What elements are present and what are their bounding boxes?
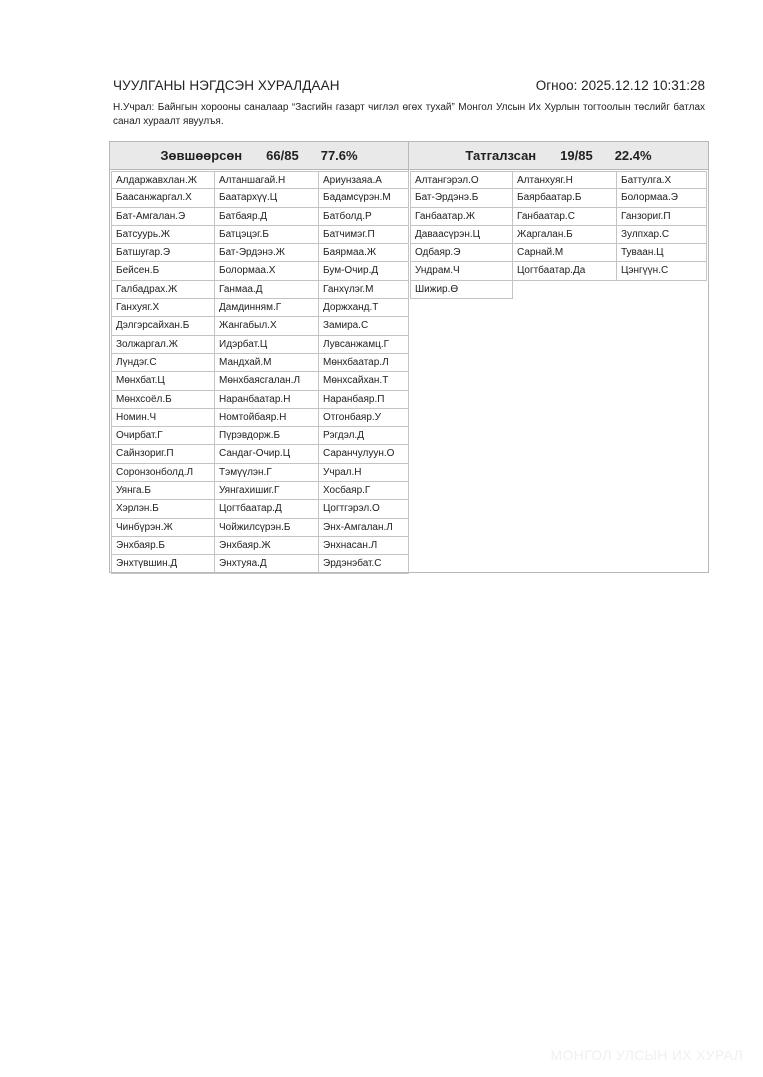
approve-member-name: Рэгдэл.Д (319, 427, 409, 445)
approve-member-name: Энхтуяа.Д (215, 555, 319, 573)
approve-member-name: Номтойбаяр.Н (215, 409, 319, 427)
approve-member-name: Цогтгэрэл.О (319, 500, 409, 518)
reject-member-name: Даваасүрэн.Ц (410, 226, 513, 244)
approve-member-name: Мөнхбаясгалан.Л (215, 372, 319, 390)
approve-member-name: Хосбаяр.Г (319, 482, 409, 500)
approve-member-name: Болормаа.Х (215, 262, 319, 280)
approve-member-name: Батсуурь.Ж (111, 226, 215, 244)
approve-member-name: Дэлгэрсайхан.Б (111, 317, 215, 335)
approve-member-name: Идэрбат.Ц (215, 336, 319, 354)
reject-member-name: Болормаа.Э (617, 189, 707, 207)
approve-panel (109, 141, 409, 573)
approve-member-name: Энхнасан.Л (319, 537, 409, 555)
approve-member-name: Доржханд.Т (319, 299, 409, 317)
approve-member-name: Ганхүлэг.М (319, 281, 409, 299)
approve-member-name: Отгонбаяр.У (319, 409, 409, 427)
approve-member-name: Замира.С (319, 317, 409, 335)
reject-member-name: Ганбаатар.С (513, 208, 617, 226)
approve-member-name: Батцэцэг.Б (215, 226, 319, 244)
approve-member-name: Мөнхбат.Ц (111, 372, 215, 390)
approve-header (110, 142, 408, 170)
approve-member-name: Соронзонболд.Л (111, 464, 215, 482)
approve-member-name: Мөнхсайхан.Т (319, 372, 409, 390)
approve-member-name: Батболд.Р (319, 208, 409, 226)
reject-label: Татгалзсан (465, 148, 537, 163)
approve-member-name: Эрдэнэбат.С (319, 555, 409, 573)
approve-member-name: Баатархүү.Ц (215, 189, 319, 207)
reject-member-name: Алтанхуяг.Н (513, 171, 617, 189)
approve-member-name: Батбаяр.Д (215, 208, 319, 226)
approve-member-name: Энхбаяр.Б (111, 537, 215, 555)
approve-member-name: Галбадрах.Ж (111, 281, 215, 299)
approve-member-name: Мөнхбаатар.Л (319, 354, 409, 372)
reject-member-name: Баярбаатар.Б (513, 189, 617, 207)
reject-count: 19/85 (560, 148, 593, 163)
approve-member-name: Бейсен.Б (111, 262, 215, 280)
reject-member-name: Баттулга.Х (617, 171, 707, 189)
approve-member-name: Бадамсүрэн.М (319, 189, 409, 207)
approve-member-name: Пүрэвдорж.Б (215, 427, 319, 445)
approve-names-grid (111, 171, 409, 574)
reject-percent: 22.4% (614, 148, 652, 163)
reject-member-name: Ундрам.Ч (410, 262, 513, 280)
approve-member-name: Саранчулуун.О (319, 445, 409, 463)
approve-member-name: Мөнхсоёл.Б (111, 391, 215, 409)
reject-member-name: Шижир.Ө (410, 281, 513, 299)
reject-header (409, 142, 708, 170)
approve-member-name: Баярмаа.Ж (319, 244, 409, 262)
approve-member-name: Баасанжаргал.Х (111, 189, 215, 207)
approve-member-name: Батчимэг.П (319, 226, 409, 244)
approve-member-name: Ариунзаяа.А (319, 171, 409, 189)
approve-member-name: Дамдинням.Г (215, 299, 319, 317)
approve-member-name: Жангабыл.Х (215, 317, 319, 335)
approve-member-name: Бум-Очир.Д (319, 262, 409, 280)
approve-member-name: Наранбаяр.П (319, 391, 409, 409)
approve-member-name: Уянгахишиг.Г (215, 482, 319, 500)
session-datetime: Огноо: 2025.12.12 10:31:28 (535, 78, 705, 93)
approve-member-name: Алдаржавхлан.Ж (111, 171, 215, 189)
reject-member-name: Ганбаатар.Ж (410, 208, 513, 226)
page-title: ЧУУЛГАНЫ НЭГДСЭН ХУРАЛДААН (113, 78, 340, 93)
watermark: МОНГОЛ УЛСЫН ИХ ХУРАЛ (550, 1047, 743, 1063)
approve-member-name: Наранбаатар.Н (215, 391, 319, 409)
approve-member-name: Золжаргал.Ж (111, 336, 215, 354)
approve-label: Зөвшөөрсөн (160, 148, 243, 163)
reject-names-grid (410, 171, 707, 299)
reject-member-name: Цогтбаатар.Да (513, 262, 617, 280)
approve-member-name: Уянга.Б (111, 482, 215, 500)
reject-member-name: Алтангэрэл.О (410, 171, 513, 189)
approve-member-name: Хэрлэн.Б (111, 500, 215, 518)
reject-member-name: Бат-Эрдэнэ.Б (410, 189, 513, 207)
approve-percent: 77.6% (320, 148, 358, 163)
approve-member-name: Цогтбаатар.Д (215, 500, 319, 518)
reject-member-name: Зулпхар.С (617, 226, 707, 244)
vote-description: Н.Учрал: Байнгын хорооны саналаар “Засгийн газарт чиглэл өгөх тухай” Монгол Улсын Их Хурлын тогтоолын төслийг батлах санал хураалт явуулъя. (113, 102, 705, 127)
approve-member-name: Батшугар.Э (111, 244, 215, 262)
approve-member-name: Тэмүүлэн.Г (215, 464, 319, 482)
approve-member-name: Чинбүрэн.Ж (111, 519, 215, 537)
approve-member-name: Очирбат.Г (111, 427, 215, 445)
approve-member-name: Мандхай.М (215, 354, 319, 372)
page-header (113, 78, 705, 96)
approve-member-name: Алтаншагай.Н (215, 171, 319, 189)
reject-member-name: Жаргалан.Б (513, 226, 617, 244)
approve-member-name: Энхбаяр.Ж (215, 537, 319, 555)
approve-member-name: Ганмаа.Д (215, 281, 319, 299)
reject-member-name: Одбаяр.Э (410, 244, 513, 262)
reject-panel (409, 141, 709, 573)
reject-member-name: Цэнгүүн.С (617, 262, 707, 280)
reject-member-name: Туваан.Ц (617, 244, 707, 262)
approve-count: 66/85 (266, 148, 299, 163)
approve-member-name: Лүндэг.С (111, 354, 215, 372)
approve-member-name: Учрал.Н (319, 464, 409, 482)
approve-member-name: Чойжилсүрэн.Б (215, 519, 319, 537)
approve-member-name: Лувсанжамц.Г (319, 336, 409, 354)
approve-member-name: Бат-Эрдэнэ.Ж (215, 244, 319, 262)
reject-member-name: Ганзориг.П (617, 208, 707, 226)
approve-member-name: Энхтүвшин.Д (111, 555, 215, 573)
approve-member-name: Сандаг-Очир.Ц (215, 445, 319, 463)
approve-member-name: Сайнзориг.П (111, 445, 215, 463)
reject-member-name: Сарнай.М (513, 244, 617, 262)
approve-member-name: Бат-Амгалан.Э (111, 208, 215, 226)
approve-member-name: Номин.Ч (111, 409, 215, 427)
approve-member-name: Энх-Амгалан.Л (319, 519, 409, 537)
approve-member-name: Ганхуяг.Х (111, 299, 215, 317)
